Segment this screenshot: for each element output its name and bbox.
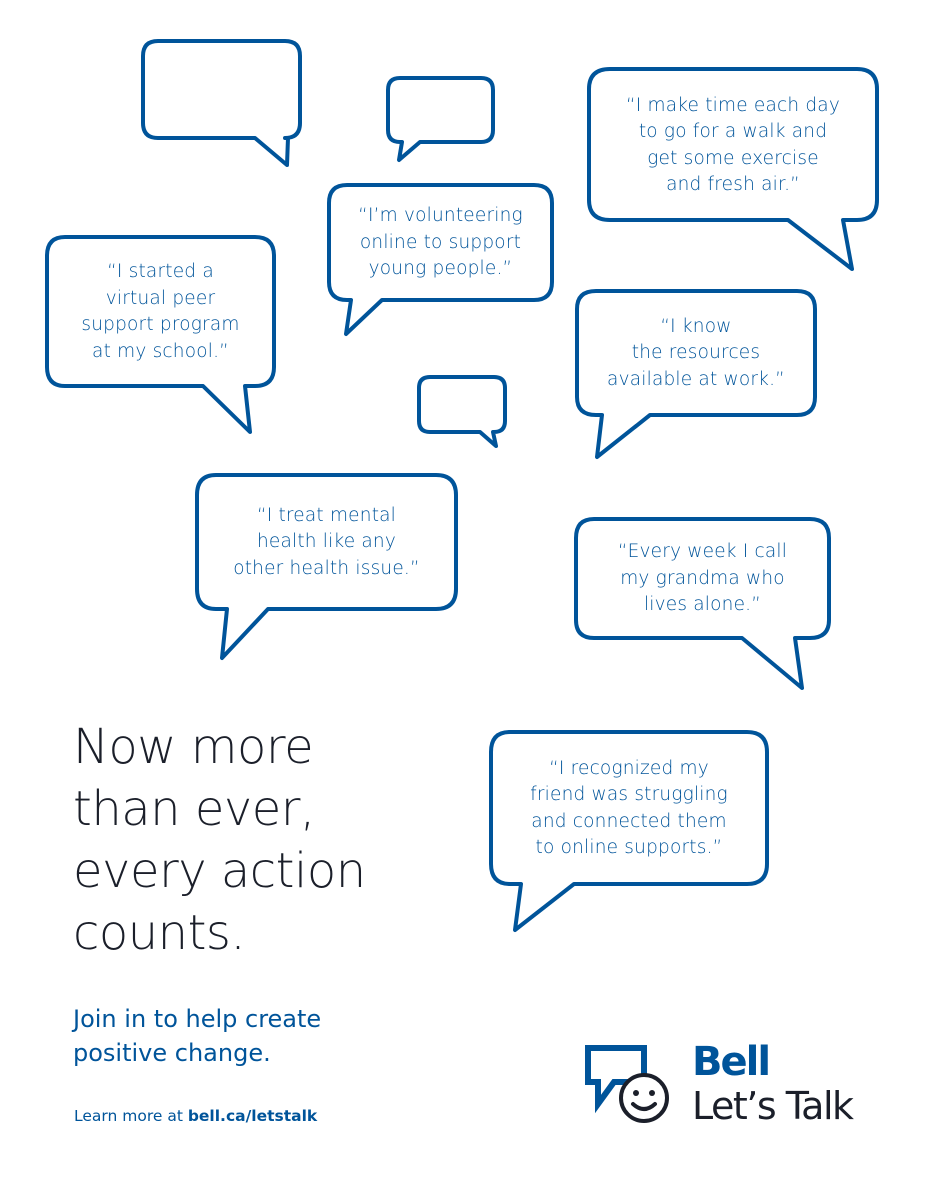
quote-peer-support: “I started a virtual peer support program at my school.” xyxy=(81,261,240,362)
empty-speech-bubble-icon xyxy=(388,78,493,160)
quote-walk: “I make time each day to go for a walk and get some exercise and fresh air.” xyxy=(626,94,840,195)
empty-speech-bubble-icon xyxy=(419,377,505,446)
quote-grandma: “Every week I call my grandma who lives alone.” xyxy=(617,541,788,616)
logo-product-text: Let’s Talk xyxy=(692,1084,853,1128)
learn-more-link[interactable]: bell.ca/letstalk xyxy=(187,1107,318,1125)
quote-volunteering: “I’m volunteering online to support young people.” xyxy=(358,205,523,280)
logo-brand-text: Bell xyxy=(692,1039,770,1085)
quote-struggling: “I recognized my friend was struggling and connected them to online supports.” xyxy=(530,757,728,858)
logo-speech-smile-icon xyxy=(578,1038,690,1138)
learn-more-line: Learn more at bell.ca/letstalk xyxy=(74,1107,318,1125)
headline: Now more than ever, every action counts. xyxy=(73,719,366,961)
quote-resources: “I know the resources available at work.” xyxy=(607,315,785,390)
quote-mental-health: “I treat mental health like any other health issue.” xyxy=(233,504,420,579)
bell-lets-talk-logo xyxy=(578,1038,878,1138)
empty-speech-bubble-icon xyxy=(143,41,300,165)
subheadline: Join in to help create positive change. xyxy=(73,1005,322,1067)
